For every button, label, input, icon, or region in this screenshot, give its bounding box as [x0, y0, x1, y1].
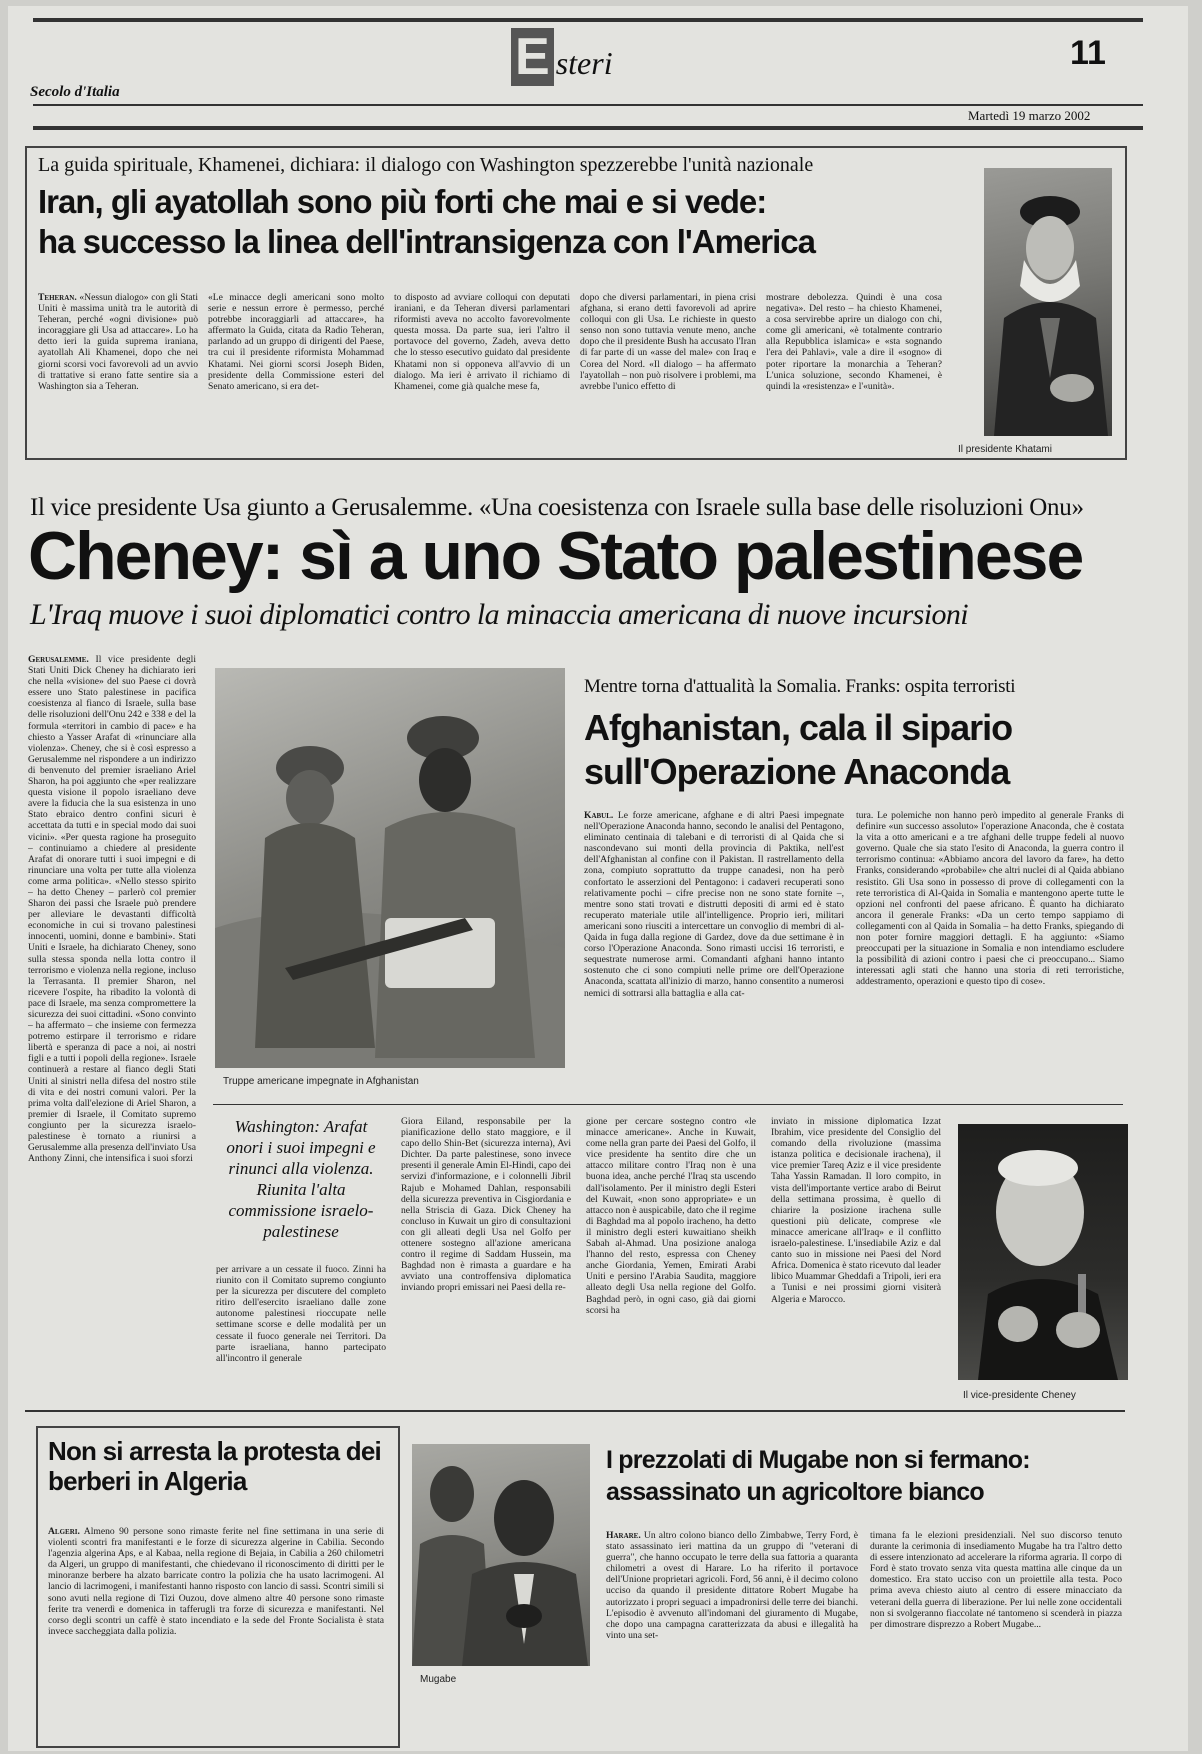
iran-column-4: dopo che diversi parlamentari, in piena crisi afghana, si erano detti favorevoli ad aprire colloqui con gli Usa. Le richieste in questo senso non sono tuttavia venute meno, anche dopo che il presidente Bush ha accusato l'Iran di far parte di un «asse del male» con Iraq e Corea del Nord. «Il dialogo – ha affermato l'ayatollah – non può risolvere i problemi, ma avrebbe l'unico effetto di	[580, 292, 756, 392]
cheney-caption: Il vice-presidente Cheney	[963, 1390, 1076, 1401]
cheney-column-1	[28, 654, 196, 1394]
portrait-figure-icon	[984, 168, 1112, 436]
cheney-column-2: per arrivare a un cessate il fuoco. Zinni ha riunito con il Comitato supremo congiunto per la sicurezza per discutere del completo ritiro dell'esercito israeliano dalle zone autonome palestinesi rioccupate nelle settimane scorse e delle modalità per un cessate il fuoco generale nei Territori. Da parte israeliana, hanno partecipato all'incontro il generale	[216, 1264, 386, 1364]
iran-column-5: mostrare debolezza. Quindi è una cosa negativa». Del resto – ha chiesto Khamenei, a cosa servirebbe aprire un dialogo con chi, come gli americani, «è totalmente contrario alla Repubblica islamica» e «sta sognando l'era dei Pahlavi», vale a dire il «sogno» di poter riportare la monarchia a Teheran? L'unica soluzione, secondo Khamenei, è quindi la «resistenza» e l'«unità».	[766, 292, 942, 392]
dateline: Harare.	[606, 1530, 641, 1541]
cheney-column-4: gione per cercare sostegno contro «le minacce americane». Anche in Kuwait, come nella gran parte dei Paesi del Golfo, il vice presidente ha sentito dire che un attacco militare contro l'Iraq non è una buona idea, anche perché l'Iraq sta uscendo dall'isolamento. Per il ministro degli Esteri del Kuwait, «non sono appropriate» e un attacco non è auspicabile, dato che il regime di Baghdad ma al popolo iracheno, ha detto il ministro degli esteri kuwaitiano sheikh Sabah al-Ahmad. Una posizione analoga l'hanno del resto, espressa con Cheney anche Giordania, Yemen, Emirati Arabi Uniti e persino l'Arabia Saudita, maggiore alleato degli Usa nella regione del Golfo. Baghdad però, in ogni caso, già dai giorni scorsi ha	[586, 1116, 756, 1316]
afghanistan-column-1	[584, 810, 844, 1088]
dateline: Gerusalemme.	[28, 654, 89, 665]
section-divider	[213, 1104, 1123, 1105]
article-text: Un altro colono bianco dello Zimbabwe, Terry Ford, è stato assassinato ieri mattina da un gruppo di "veterani di guerra", che hanno occupato le terre della sua fattoria a quaranta chilometri a ovest di Harare. Lo ha riferito il portavoce dell'Unione proprietari agricoli. Ford, 56 anni, è il decimo colono ucciso da quando il presidente dittatore Robert Mugabe ha autorizzato i propri seguaci a impadronirsi delle terre dei bianchi. L'episodio è avvenuto all'indomani del giuramento di Mugabe, che dopo una campagna caratterizzata da abusi e illegalità ha vinto una set-	[606, 1530, 858, 1641]
mugabe-portrait-icon	[412, 1444, 590, 1666]
iran-headline-1: Iran, gli ayatollah sono più forti che mai e si vede:	[38, 183, 767, 220]
afghanistan-headline-2: sull'Operazione Anaconda	[584, 751, 1010, 792]
mugabe-column-1	[606, 1530, 858, 1736]
lower-divider	[25, 1410, 1125, 1412]
khatami-photo	[984, 168, 1112, 436]
dateline: Kabul.	[584, 810, 614, 821]
mugabe-headline-2: assassinato un agricoltore bianco	[606, 1478, 984, 1506]
section-name: steri	[555, 45, 613, 81]
header-rule-bottom	[33, 126, 1143, 130]
soldiers-scene-icon	[215, 668, 565, 1068]
iran-kicker: La guida spirituale, Khamenei, dichiara: il dialogo con Washington spezzerebbe l'unità nazionale	[38, 154, 814, 176]
mugabe-photo	[412, 1444, 590, 1666]
newspaper-page	[8, 6, 1188, 1751]
masthead: Secolo d'Italia	[30, 84, 120, 100]
afghanistan-photo	[215, 668, 565, 1068]
iran-column-2: «Le minacce degli americani sono molto serie e nessun errore è permesso, perché potrebbe incoraggiarli ad attaccare», ha affermato la Guida, citata da Radio Teheran, parlando ad un gruppo di dirigenti del Paese, tra cui il presidente riformista Mohammad Khatami. Nei giorni scorsi Joseph Biden, presidente della Commissione esteri del Senato americano, si era det-	[208, 292, 384, 392]
header-rule	[33, 104, 1143, 106]
mugabe-headline-1: I prezzolati di Mugabe non si fermano:	[606, 1446, 1030, 1474]
afghanistan-column-2: tura. Le polemiche non hanno però impedito al generale Franks di definire «un successo assoluto» l'operazione Anaconda, che è costata la vita a otto americani e a tre afghani delle truppe fedeli al nuovo governo. Quale che sia stato l'esito di Anaconda, la guerra contro il terrorismo continua: «Abbiamo ancora del lavoro da fare», ha detto Franks, considerando «probabile» che altri nuclei di al Qaida abbiano resistito. Gli Usa sono in possesso di prove di collegamenti con la rete terroristica di Al-Qaida in Somalia e mantengono aperte tutte le opzioni nel confronti del paese africano. È quanto ha dichiarato ancora il generale Franks: «Da un certo tempo sappiamo di collegamenti con al Qaida in Somalia – ha detto Franks, spiegando di non poter fornire maggiori dettagli. E ha aggiunto: «Siamo preoccupati per la situazione in Somalia e non intendiamo escludere la possibilità di azioni contro i paesi che ci preoccupano... Siamo interessati agli stati che hanno una storia di reti terroristiche, addestramento, operazioni e questo tipo di cose».	[856, 810, 1124, 988]
cheney-subhead: L'Iraq muove i suoi diplomatici contro la minaccia americana di nuove incursioni	[30, 598, 969, 631]
afghanistan-headline-1: Afghanistan, cala il sipario	[584, 707, 1013, 748]
iran-column-3: to disposto ad avviare colloqui con deputati iraniani, e da Teheran diversi parlamentari riformisti aveva no accolto favorevolmente questa mossa. Da parte sua, ieri l'altro il portavoce del governo, Zadeh, aveva detto che lo stesso esecutivo guidato dal presidente Khatami non si opponeva all'avvio di un dialogo. Ma ieri è arrivato il richiamo di Khamenei, come già qualche mese fa,	[394, 292, 570, 392]
algeria-headline: Non si arresta la protesta dei berberi in Algeria	[48, 1436, 381, 1496]
iran-headline-2: ha successo la linea dell'intransigenza con l'America	[38, 223, 816, 260]
top-rule	[33, 18, 1143, 22]
section-initial: E	[511, 28, 554, 86]
afghanistan-kicker: Mentre torna d'attualità la Somalia. Franks: ospita terroristi	[584, 676, 1016, 697]
article-text: Il vice presidente degli Stati Uniti Dick Cheney ha dichiarato ieri che nella «visione» del suo Paese ci dovrà essere uno Stato palestinese in pacifica coesistenza al fianco di Israele, sulla base delle risoluzioni dell'Onu 242 e 338 e del la formula «territori in cambio di pace» e ha chiesto a Yasser Arafat di «rinunciare alla violenza». Cheney, che si è così espresso a Gerusalemme nel rispondere a un indirizzo di benvenuto del premier israeliano Ariel Sharon, ha poi aggiunto che «per realizzare questa visione il popolo israeliano deve avere la fiducia che la sua esistenza in uno Stato ebraico dentro confini sicuri è accettata da tutti e in special modo dai suoi vicini». «Per questa ragione ha proseguito – continuiamo a chiedere al presidente Arafat di onorare tutti i suoi impegni e di rinunciare una volta per tutte alla violenza come arma politica». «Nello stesso spirito – ha detto Cheney – parlerò col premier Sharon dei passi che Israele può prendere per alleviare le devastanti difficoltà economiche in cui si trovano palestinesi innocenti, uomini, donne e bambini». Stati Uniti e Israele, ha dichiarato Cheney, sono sulla stessa sponda nella lotta contro il terrorismo e violenza nella regione, incluso la Terrasanta. Il premier Sharon, nel ricevere l'ospite, ha ribadito la volontà di pace di Israele, ma senza compromettere la sicurezza dei suoi cittadini. «Sono convinto – ha affermato – che insieme con fermezza potremo estirpare il terrorismo e ridare libertà e speranza di pace a noi, ai nostri figli e a tutti i popoli della regione». Israele continuerà a restare al fianco degli Stati Uniti al sinistri nella difesa del nostro stile di vita e dei nostri comuni valori. Per la prima volta dall'elezione di Ariel Sharon, a premier di Israele, il Comitato supremo congiunto per la sicurezza israelo-palestinese è tornato a riunirsi a Gerusalemme alla presenza dell'inviato Usa Anthony Zinni, che intensifica i suoi sforzi	[28, 654, 196, 1165]
page-number: 11	[1070, 34, 1106, 72]
cheney-kicker: Il vice presidente Usa giunto a Gerusalemme. «Una coesistenza con Israele sulla base delle risoluzioni Onu»	[30, 494, 1084, 521]
issue-date: Martedì 19 marzo 2002	[968, 108, 1091, 123]
section-title	[511, 28, 613, 86]
cheney-headline: Cheney: sì a uno Stato palestinese	[28, 518, 1083, 594]
dateline: Algeri.	[48, 1526, 80, 1537]
cheney-column-5: inviato in missione diplomatica Izzat Ibrahim, vice presidente del Consiglio del comando della rivoluzione (massima istanza politica e decisionale irachena), il vice premier Tareq Aziz e il vice presidente Taha Yassin Ramadan. Il loro compito, in vista dell'importante vertice arabo di Beirut della settimana prossima, è quello di chiarire la posizione irachena sulle questioni più delicate, comprese «le minacce americane all'Iraq» e il conflitto israelo-palestinese. L'insediabile Aziz e dal canto suo in missione nei Paesi del Nord Africa. Domenica è stato ricevuto dal leader libico Muammar Gheddafi a Tripoli, ieri era a Tunisi e nei prossimi giorni visiterà Algeria e Marocco.	[771, 1116, 941, 1305]
algeria-column	[48, 1526, 384, 1732]
cheney-photo	[958, 1124, 1128, 1380]
iran-column-1	[38, 292, 198, 444]
article-text: Almeno 90 persone sono rimaste ferite nel fine settimana in una serie di violenti scontri fra manifestanti e le forze di sicurezza algerine in Cabilia. Secondo l'agenzia algerina Aps, e al Kabaa, nella regione di Bejaia, in Cabilia a 260 chilometri da Algeri, un gruppo di manifestanti, che chiedevano il riconoscimento di diritti per le minoranze berbere ha alzato barricate contro la polizia che ha usato lacrimogeni. Al lancio di lacrimogeni, i manifestanti hanno risposto con lancio di sassi. Scontri simili si sono avuti nella regione di Tizi Ouzou, dove almeno altre 40 persone sono rimaste ferite tra venerdì e domenica in tafferugli tra forze di sicurezza e manifestanti. Nel corso degli scontri un caffè è stato incendiato e la sede del Fronte Socialista è stata invece saccheggiata dalla polizia.	[48, 1526, 384, 1637]
afghanistan-caption: Truppe americane impegnate in Afghanistan	[223, 1076, 419, 1087]
article-text: Le forze americane, afghane e di altri Paesi impegnate nell'Operazione Anaconda hanno, secondo le analisi del Pentagono, eliminato centinaia di talebani e di terroristi di al Qaida che si nascondevano sui monti della provincia di Paktika, nell'est dell'Afghanistan al confine con il Pakistan. Il rastrellamento della zona, compiuto soprattutto da truppe canadesi, non ha però confortato le asserzioni del Pentagono: i cadaveri recuperati sono relativamente pochi – cifre precise non ne sono state fornite –, mentre sono stati trovati e distrutti depositi di armi ed è stato recuperato materiale utile all'intelligence. Proprio ieri, militari americani sono riusciti a intercettare un convoglio di membri di al-Qaida in fuga dalla regione di Gardez, dove da due settimane è in corso l'Operazione Anaconda. Sono rimasti uccisi 16 terroristi, e sequestrate numerose armi. Comandanti afghani hanno intanto sostenuto che ci sono compiuti nelle prime ore dell'Operazione Anaconda, scattata all'inizio di marzo, hanno consentito a numerosi nemici di sottrarsi alla battaglia e alla cat-	[584, 810, 844, 999]
article-text: «Nessun dialogo» con gli Stati Uniti è massima unità tra le autorità di Teheran, perché «ogni divisione» può incoraggiare gli Usa ad attaccare». Lo ha detto ieri la guida suprema iraniana, ayatollah Ali Khamenei, dopo che nei giorni scorsi voci favorevoli ad un avvio di trattative si erano fatte sentire sia a Washington sia a Teheran.	[38, 292, 198, 392]
cheney-portrait-icon	[958, 1124, 1128, 1380]
dateline: Teheran.	[38, 292, 77, 303]
mugabe-caption: Mugabe	[420, 1674, 457, 1685]
cheney-sidebar-head: Washington: Arafat onori i suoi impegni e rinunci alla violenza. Riunita l'alta commissione israelo-palestinese	[226, 1117, 376, 1241]
khatami-caption: Il presidente Khatami	[958, 444, 1052, 455]
mugabe-column-2: timana fa le elezioni presidenziali. Nel suo discorso tenuto durante la cerimonia di insediamento Mugabe ha tra l'altro detto di essere intenzionato ad accelerare la riforma agraria. Il corpo di Ford è stato trovato senza vita questa mattina alle cinque da un domestico. Era stato ucciso con un proiettile alla testa. Poco prima aveva chiesto aiuto al centro di essere minacciato da veterani della guerra di liberazione. Per lui nelle zone occidentali non si svolgeranno fiaccolate né tantomeno si scenderà in piazza per dimostrare disprezzo a Robert Mugabe...	[870, 1530, 1122, 1630]
cheney-column-3: Giora Eiland, responsabile per la pianificazione dello stato maggiore, e il capo dello Shin-Bet (sicurezza interna), Avi Dichter. Da parte palestinese, sono invece presenti il generale Amin El-Hindi, capo dei servizi d'informazione, e i colonnelli Jibril Rajub e Mohamed Dahlan, responsabili della sicurezza preventiva in Cisgiordania e nella Striscia di Gaza. Dick Cheney ha concluso in Kuwait un giro di consultazioni con gli alleati degli Usa nel Golfo per ottenere sostegno all'azione americana contro il regime di Saddam Hussein, ma Baghdad non è rimasta a guardare e ha avviato una controffensiva diplomatica inviando propri emissari nei Paesi della re-	[401, 1116, 571, 1294]
